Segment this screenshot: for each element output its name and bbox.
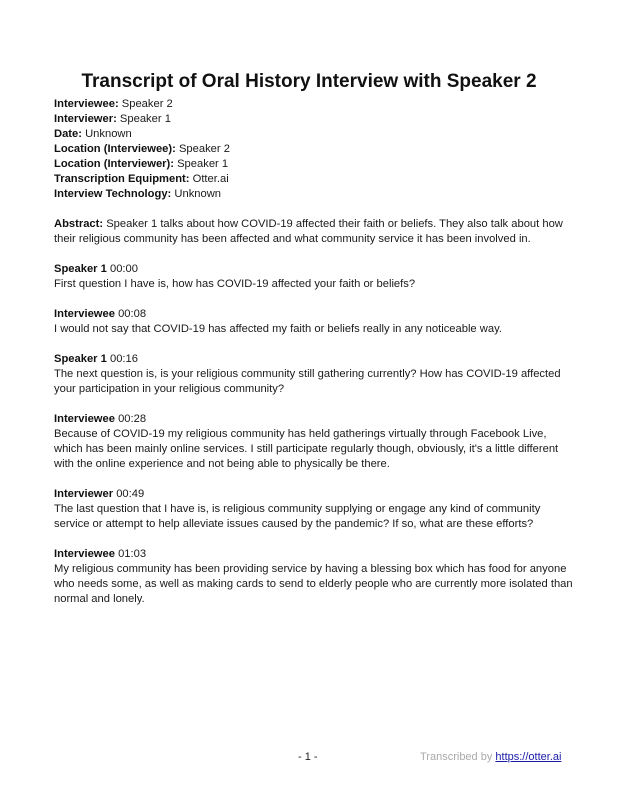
utterance-text: First question I have is, how has COVID-19 affected your faith or beliefs? — [54, 278, 416, 290]
speaker-line — [54, 547, 574, 562]
otter-link[interactable]: https://otter.ai — [495, 751, 562, 763]
speaker-name: Speaker 1 — [54, 263, 107, 275]
transcription-credit — [420, 751, 561, 763]
transcript-entry — [54, 487, 574, 532]
transcript-entry — [54, 307, 574, 337]
meta-label: Interviewee: — [54, 98, 119, 110]
transcript-entry — [54, 547, 574, 607]
meta-label: Date: — [54, 128, 82, 140]
utterance-text: Because of COVID-19 my religious community has held gatherings virtually through Facebook Live, which has been mainly online services. I still participate regularly though, obviously, it's a little different with the online experience and not being able to physically be there. — [54, 428, 559, 470]
meta-value: Otter.ai — [192, 173, 229, 185]
abstract-text: Speaker 1 talks about how COVID-19 affected their faith or beliefs. They also talk about how their religious community has been affected and what community service it has been involved in. — [54, 218, 563, 245]
abstract — [54, 217, 574, 247]
meta-label: Location (Interviewer): — [54, 158, 174, 170]
meta-interviewee — [54, 97, 574, 112]
utterance-text: The last question that I have is, is religious community supplying or engage any kind of community service or attempt to help alleviate issues caused by the pandemic? If so, what are these efforts? — [54, 503, 541, 530]
speaker-name: Interviewee — [54, 308, 115, 320]
timestamp: 00:00 — [109, 263, 138, 275]
timestamp: 00:49 — [116, 488, 145, 500]
speaker-name: Interviewer — [54, 488, 114, 500]
timestamp: 00:16 — [109, 353, 138, 365]
timestamp: 00:28 — [118, 413, 147, 425]
meta-value: Speaker 1 — [177, 158, 229, 170]
page-title: Transcript of Oral History Interview with Speaker 2 — [81, 71, 537, 92]
meta-label: Interviewer: — [54, 113, 117, 125]
meta-label: Interview Technology: — [54, 188, 172, 200]
speaker-line — [54, 307, 574, 322]
timestamp: 01:03 — [118, 548, 147, 560]
meta-interviewer — [54, 112, 574, 127]
meta-label: Location (Interviewee): — [54, 143, 176, 155]
meta-location-interviewer — [54, 157, 574, 172]
timestamp: 00:08 — [118, 308, 147, 320]
speaker-name: Interviewee — [54, 413, 115, 425]
meta-location-interviewee — [54, 142, 574, 157]
credit-prefix: Transcribed by — [420, 751, 493, 763]
meta-value: Unknown — [85, 128, 132, 140]
meta-value: Speaker 2 — [178, 143, 230, 155]
meta-label: Transcription Equipment: — [54, 173, 190, 185]
transcript-entry — [54, 352, 574, 397]
transcript-entry — [54, 262, 574, 292]
speaker-name: Interviewee — [54, 548, 115, 560]
utterance-text: The next question is, is your religious community still gathering currently? How has COVID-19 affected your participation in your religious community? — [54, 368, 561, 395]
document-body — [54, 97, 574, 607]
meta-value: Speaker 1 — [119, 113, 171, 125]
speaker-line — [54, 487, 574, 502]
meta-date — [54, 127, 574, 142]
meta-value: Speaker 2 — [121, 98, 173, 110]
utterance-text: My religious community has been providing service by having a blessing box which has food for anyone who needs some, as well as making cards to send to elderly people who are currently more isolated than normal and lonely. — [54, 563, 573, 605]
transcript-entry — [54, 412, 574, 472]
meta-interview-technology — [54, 187, 574, 202]
utterance-text: I would not say that COVID-19 has affected my faith or beliefs really in any noticeable way. — [54, 323, 502, 335]
meta-value: Unknown — [174, 188, 222, 200]
metadata-block — [54, 97, 574, 202]
speaker-line — [54, 412, 574, 427]
meta-transcription-equipment — [54, 172, 574, 187]
speaker-line — [54, 262, 574, 277]
speaker-name: Speaker 1 — [54, 353, 107, 365]
abstract-label: Abstract: — [54, 218, 104, 230]
page-number: - 1 - — [298, 751, 318, 763]
speaker-line — [54, 352, 574, 367]
